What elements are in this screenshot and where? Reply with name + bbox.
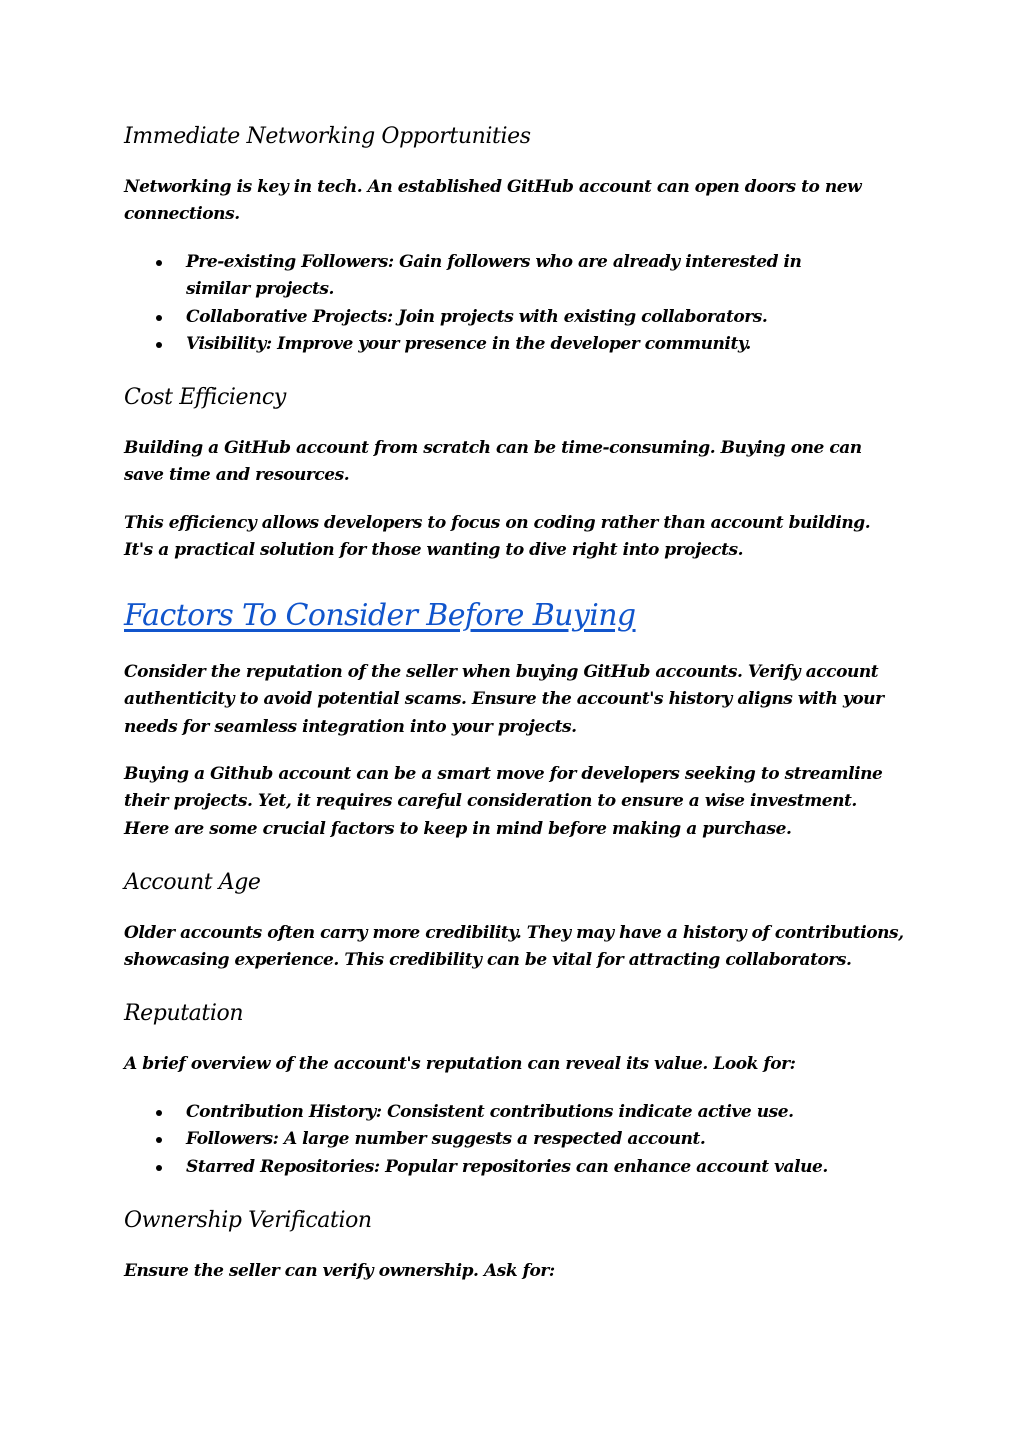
heading-account-age: Account Age — [124, 870, 261, 895]
heading-ownership-verification: Ownership Verification — [124, 1208, 372, 1233]
paragraph-factors-1: Consider the reputation of the seller when buying GitHub accounts. Verify account authenticity to avoid potential scams. Ensure the account's history aligns with your needs for seamless integration into your projects. — [124, 662, 884, 737]
paragraph-networking: Networking is key in tech. An established GitHub account can open doors to new connections. — [124, 177, 862, 225]
list-item — [124, 1099, 846, 1126]
bullet-icon — [156, 1165, 162, 1171]
paragraph-factors-2: Buying a Github account can be a smart move for developers seeking to streamline their projects. Yet, it requires careful consideration to ensure a wise investment. Here are some crucial factors to keep in mind before making a purchase. — [124, 764, 883, 839]
heading-networking: Immediate Networking Opportunities — [124, 124, 531, 149]
list-item — [124, 304, 846, 331]
list-item-text: Starred Repositories: Popular repositories can enhance account value. — [186, 1156, 828, 1177]
list-networking — [124, 249, 904, 359]
heading-reputation: Reputation — [124, 1001, 244, 1026]
bullet-icon — [156, 1137, 162, 1143]
list-item-text: Pre-existing Followers: Gain followers who are already interested in similar projects. — [186, 252, 802, 300]
list-item-text: Followers: A large number suggests a respected account. — [186, 1129, 706, 1150]
list-item-text: Collaborative Projects: Join projects with existing collaborators. — [186, 306, 768, 327]
list-item-text: Contribution History: Consistent contributions indicate active use. — [186, 1102, 794, 1122]
heading-factors-link[interactable]: Factors To Consider Before Buying — [124, 598, 636, 633]
heading-cost-efficiency: Cost Efficiency — [124, 385, 286, 410]
bullet-icon — [156, 315, 162, 321]
paragraph-reputation: A brief overview of the account's reputation can reveal its value. Look for: — [124, 1054, 796, 1074]
list-item — [124, 1126, 846, 1153]
list-item — [124, 1154, 846, 1181]
list-reputation — [124, 1099, 904, 1181]
bullet-icon — [156, 342, 162, 348]
bullet-icon — [156, 260, 162, 266]
paragraph-account-age: Older accounts often carry more credibility. They may have a history of contributions, showcasing experience. This credibility can be vital for attracting collaborators. — [124, 923, 904, 971]
list-item — [124, 249, 846, 304]
paragraph-cost-2: This efficiency allows developers to focus on coding rather than account building. It's a practical solution for those wanting to dive right into projects. — [124, 513, 871, 561]
list-item-text: Visibility: Improve your presence in the developer community. — [186, 334, 751, 355]
bullet-icon — [156, 1110, 162, 1116]
paragraph-ownership: Ensure the seller can verify ownership. Ask for: — [124, 1261, 555, 1281]
list-item — [124, 331, 846, 358]
paragraph-cost-1: Building a GitHub account from scratch can be time-consuming. Buying one can save time and resources. — [124, 438, 862, 486]
